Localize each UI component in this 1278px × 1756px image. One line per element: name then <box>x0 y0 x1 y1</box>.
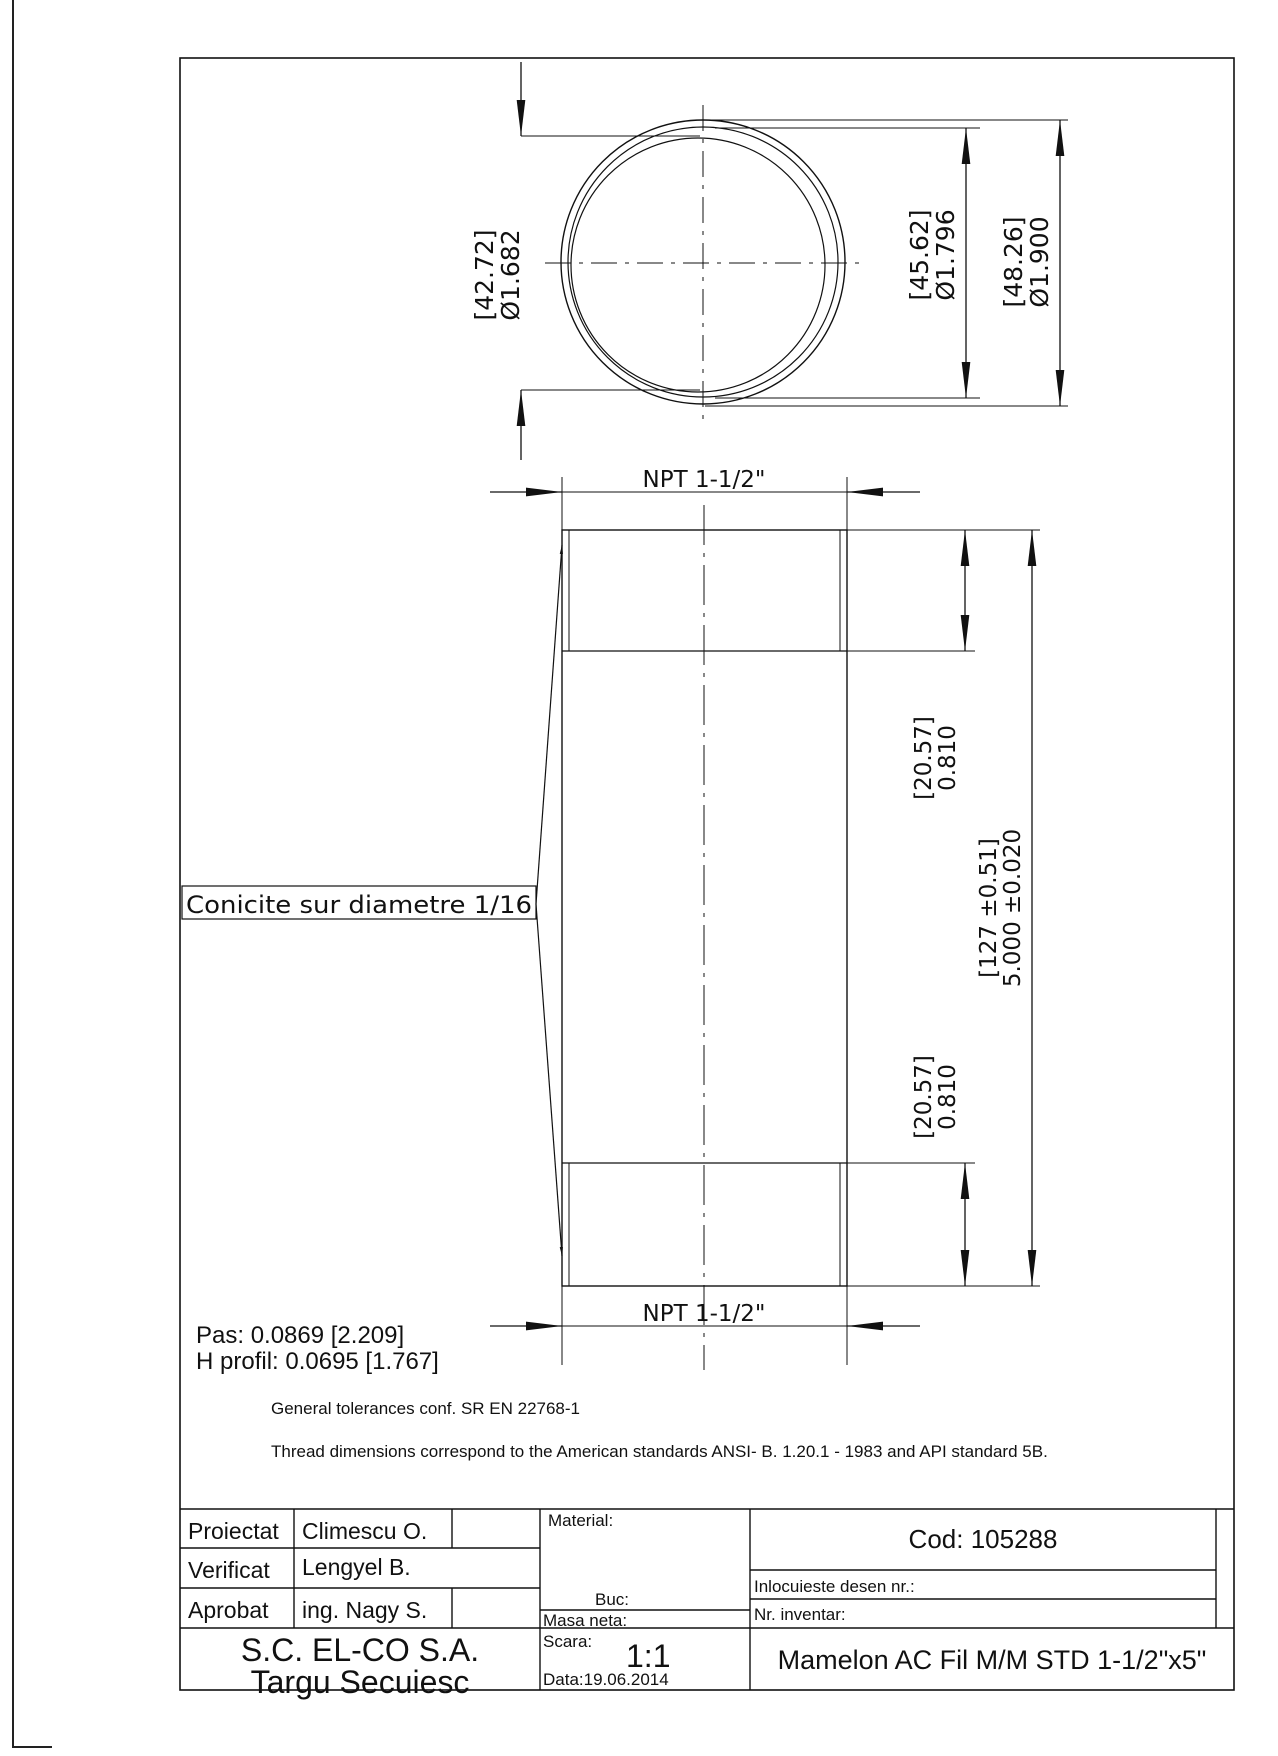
dim-thread-bottom-metric: [20.57] <box>911 1055 937 1139</box>
npt-top-label: NPT 1-1/2" <box>642 467 766 493</box>
name-checked: Lengyel B. <box>302 1554 411 1580</box>
tolerances-note: General tolerances conf. SR EN 22768-1 <box>271 1399 581 1418</box>
dim-thread-bottom-imperial: 0.810 <box>935 1064 961 1130</box>
drawing-date: Data:19.06.2014 <box>543 1670 669 1689</box>
dim-thread-top-imperial: 0.810 <box>935 725 961 791</box>
part-code: Cod: 105288 <box>908 1524 1058 1554</box>
buc-label: Buc: <box>595 1590 630 1609</box>
dim-middle-metric: [45.62] <box>905 209 934 301</box>
dim-outer-imperial: Ø1.900 <box>1025 216 1054 308</box>
profile-height-note: H profil: 0.0695 [1.767] <box>196 1348 439 1375</box>
end-view <box>521 62 1068 460</box>
company-line-2: Targu Secuiesc <box>250 1664 470 1700</box>
scale-label: Scara: <box>543 1632 593 1651</box>
dim-thread-top-metric: [20.57] <box>911 716 937 800</box>
inventory-label: Nr. inventar: <box>754 1605 846 1624</box>
dim-middle-imperial: Ø1.796 <box>931 209 960 301</box>
material-label: Material: <box>548 1511 614 1530</box>
inner-circle <box>571 138 825 392</box>
npt-bottom-label: NPT 1-1/2" <box>642 1301 766 1327</box>
company-line-1: S.C. EL-CO S.A. <box>240 1632 480 1668</box>
dim-inner-metric: [42.72] <box>470 229 499 321</box>
dim-outer-metric: [48.26] <box>999 216 1028 308</box>
dim-total-metric: [127 ±0.51] <box>976 838 1002 978</box>
dim-total-imperial: 5.000 ±0.020 <box>1000 828 1026 988</box>
pitch-note: Pas: 0.0869 [2.209] <box>196 1322 405 1349</box>
taper-note: Conicite sur diametre 1/16 <box>186 891 532 919</box>
name-approved: ing. Nagy S. <box>302 1597 428 1623</box>
role-approved: Aprobat <box>188 1597 269 1623</box>
dim-inner-imperial: Ø1.682 <box>496 229 525 321</box>
role-checked: Verificat <box>188 1557 270 1583</box>
side-view <box>490 477 1040 1370</box>
replaces-label: Inlocuieste desen nr.: <box>754 1577 915 1596</box>
role-designed: Proiectat <box>188 1518 279 1544</box>
name-designed: Climescu O. <box>302 1518 428 1544</box>
part-name: Mamelon AC Fil M/M STD 1-1/2"x5" <box>777 1645 1207 1675</box>
standards-note: Thread dimensions correspond to the American standards ANSI- B. 1.20.1 - 1983 and API standard 5B. <box>271 1442 1048 1461</box>
scale-value: 1:1 <box>626 1638 671 1674</box>
mass-label: Masa neta: <box>543 1611 628 1630</box>
